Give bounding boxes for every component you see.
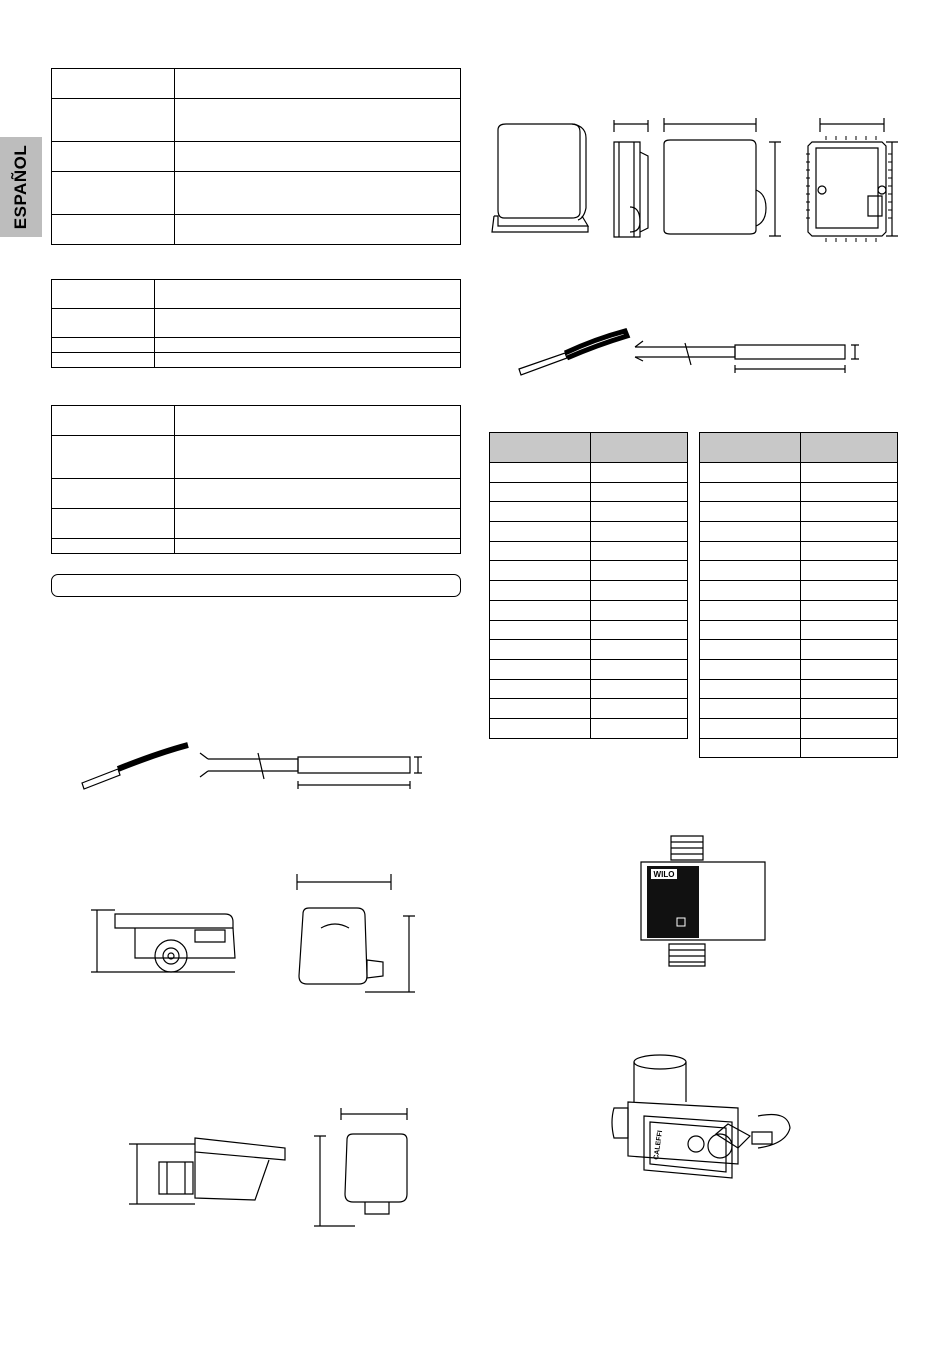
wilo-pump-drawing	[635, 832, 770, 972]
language-tab	[0, 137, 42, 237]
outdoor-sensor-drawing	[115, 1108, 415, 1228]
language-label: ESPAÑOL	[11, 144, 30, 230]
room-thermostat-drawing	[490, 112, 910, 247]
wilo-logo-text: WILO	[653, 870, 675, 879]
section-header-bar	[51, 574, 461, 597]
spec-table-2	[51, 279, 461, 368]
spec-table-3	[51, 405, 461, 554]
contact-sensor-drawing	[85, 868, 425, 998]
cable-sensor-drawing-left	[78, 735, 428, 795]
data-table-right	[699, 432, 898, 758]
spec-table-1	[51, 68, 461, 245]
caleffi-valve-drawing	[608, 1052, 808, 1187]
caleffi-logo-text: CALEFFI	[653, 1130, 665, 1161]
data-table-left	[489, 432, 688, 739]
cable-sensor-drawing-top	[515, 325, 865, 380]
